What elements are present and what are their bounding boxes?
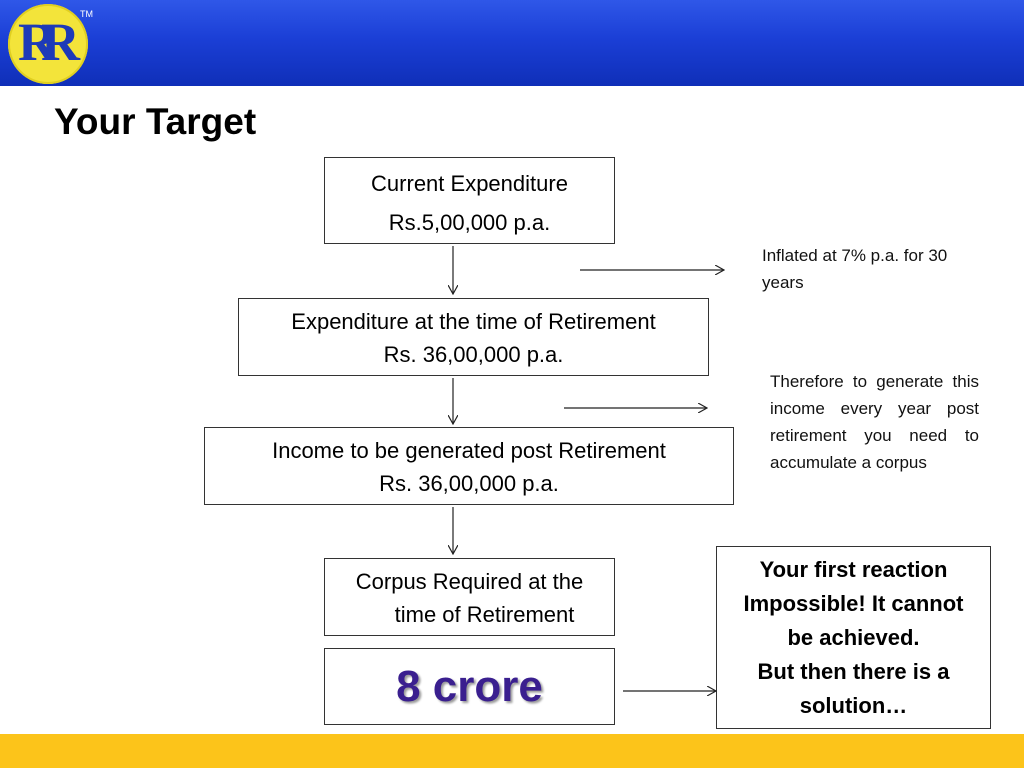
reaction-line4: But then there is a bbox=[757, 659, 950, 684]
retirement-expenditure-value: Rs. 36,00,000 p.a. bbox=[383, 342, 564, 367]
footer-bar bbox=[0, 734, 1024, 768]
corpus-value: 8 crore bbox=[396, 662, 543, 711]
reaction-line1: Your first reaction bbox=[759, 557, 948, 582]
corpus-note: Therefore to generate this income every year post retirement you need to accumulate a corpus bbox=[770, 372, 979, 472]
current-expenditure-value: Rs.5,00,000 p.a. bbox=[388, 210, 551, 235]
page-title: Your Target bbox=[54, 101, 257, 142]
retirement-expenditure-label: Expenditure at the time of Retirement bbox=[291, 309, 656, 334]
reaction-line3: be achieved. bbox=[787, 625, 920, 650]
post-retirement-income-label: Income to be generated post Retirement bbox=[272, 438, 666, 463]
post-retirement-income-value: Rs. 36,00,000 p.a. bbox=[379, 471, 559, 496]
corpus-required-line2: time of Retirement bbox=[394, 602, 575, 627]
reaction-line2: Impossible! It cannot bbox=[743, 591, 964, 616]
corpus-required-line1: Corpus Required at the bbox=[355, 569, 584, 594]
current-expenditure-label: Current Expenditure bbox=[371, 171, 568, 196]
trademark-symbol: TM bbox=[80, 9, 93, 19]
logo-lettering: RR bbox=[18, 12, 64, 72]
inflation-note: Inflated at 7% p.a. for 30 years bbox=[762, 246, 948, 292]
reaction-line5: solution… bbox=[799, 693, 908, 718]
